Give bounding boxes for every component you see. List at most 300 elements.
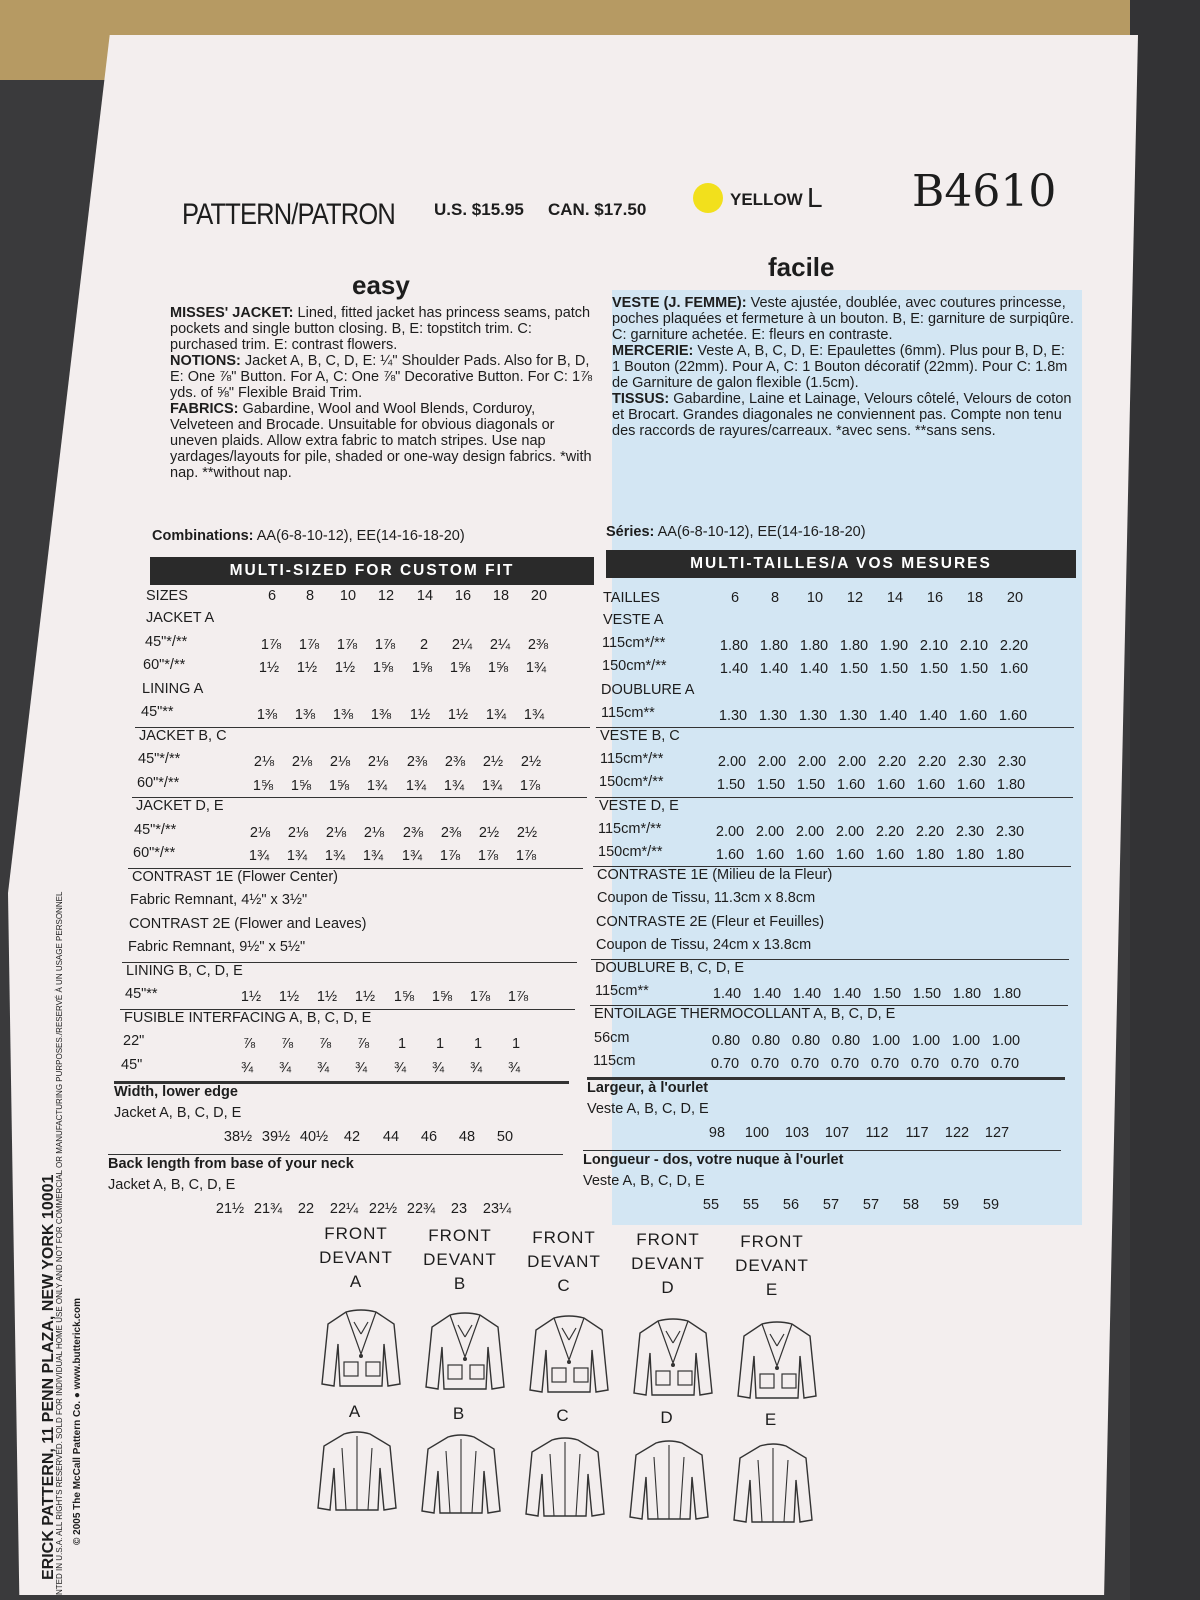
view-label-d bbox=[623, 1228, 713, 1300]
width-value: 127 bbox=[984, 1125, 1010, 1141]
table-cell: ⅞ bbox=[318, 1036, 332, 1052]
table-cell: 1.80 bbox=[955, 847, 985, 863]
table-cell: 1¾ bbox=[523, 707, 545, 723]
table-cell: 1.40 bbox=[832, 986, 862, 1003]
row-label: 45"** bbox=[141, 704, 174, 720]
size-column-header: 18 bbox=[966, 590, 984, 606]
table-cell: 1.50 bbox=[912, 986, 942, 1003]
table-cell: 2⅛ bbox=[291, 754, 313, 770]
devant-label: DEVANT bbox=[735, 1256, 809, 1275]
table-cell: 2.00 bbox=[797, 754, 827, 771]
table-cell: 2½ bbox=[516, 824, 538, 841]
back-length-title: Longueur - dos, votre nuque à l'ourlet bbox=[583, 1152, 844, 1168]
table-cell: 2.30 bbox=[997, 754, 1027, 771]
front-label: FRONT bbox=[532, 1228, 596, 1247]
front-label: FRONT bbox=[324, 1224, 388, 1243]
jacket-back-e-icon bbox=[728, 1440, 818, 1535]
size-column-header: 6 bbox=[267, 588, 277, 604]
row-label: Coupon de Tissu, 11.3cm x 8.8cm bbox=[597, 890, 816, 907]
table-cell: 0.70 bbox=[790, 1055, 820, 1072]
row-label: 45" bbox=[121, 1056, 143, 1073]
row-label: 115cm*/** bbox=[600, 751, 664, 768]
view-letter: C bbox=[557, 1276, 571, 1295]
row-label: Fabric Remnant, 9½" x 5½" bbox=[128, 939, 306, 955]
row-label: FUSIBLE INTERFACING A, B, C, D, E bbox=[124, 1009, 372, 1026]
table-cell: 1.60 bbox=[715, 847, 745, 863]
side-rights: NTED IN U.S.A. ALL RIGHTS RESERVED. SOLD FOR INDIVIDUAL HOME USE ONLY AND NOT FOR COMMERCIAL OR MANUFACTURING PURPOSES./RESERVÉ À UN USAGE PERSONNEL bbox=[55, 891, 64, 1595]
back-view-letter: A bbox=[348, 1402, 362, 1421]
table-cell: 1.50 bbox=[879, 661, 909, 678]
back-length-value: 23¼ bbox=[482, 1201, 512, 1217]
width-label: Veste A, B, C, D, E bbox=[587, 1101, 709, 1117]
row-label: LINING A bbox=[142, 680, 204, 697]
table-cell: 2.00 bbox=[755, 823, 785, 840]
table-cell: 2.30 bbox=[957, 754, 987, 771]
front-label: FRONT bbox=[636, 1230, 700, 1249]
view-label-b bbox=[415, 1224, 505, 1296]
front-label: FRONT bbox=[428, 1226, 492, 1245]
size-column-header: 10 bbox=[339, 588, 357, 604]
table-cell: 1.50 bbox=[872, 986, 902, 1003]
table-cell: 0.80 bbox=[711, 1032, 741, 1049]
table-cell: 1⅞ bbox=[298, 636, 320, 653]
table-cell: 1.80 bbox=[719, 638, 749, 655]
table-cell: 1¾ bbox=[405, 777, 427, 794]
table-cell: 1⅞ bbox=[519, 777, 541, 794]
size-column-header: 12 bbox=[377, 588, 395, 604]
table-cell: 1.30 bbox=[718, 707, 748, 724]
jacket-back-c-icon bbox=[520, 1434, 610, 1529]
back-length-value: 59 bbox=[982, 1197, 1000, 1213]
row-label: 22" bbox=[123, 1033, 145, 1049]
width-title: Largeur, à l'ourlet bbox=[587, 1080, 709, 1096]
tissus-block: TISSUS: Gabardine, Laine et Lainage, Velours côtelé, Velours de coton et Brocart. Grandes diagonales ne conviennent pas. Compte non tenu des raccords de rayures/carreaux. *avec sens. **sans sens. bbox=[612, 391, 1072, 439]
table-cell: ¾ bbox=[431, 1059, 445, 1076]
front-label: FRONT bbox=[740, 1232, 804, 1251]
table-cell: ⅞ bbox=[242, 1036, 256, 1052]
back-length-value: 22½ bbox=[368, 1201, 398, 1217]
table-cell: 1.50 bbox=[796, 777, 826, 794]
table-cell: 2.30 bbox=[995, 823, 1025, 840]
table-cell: 1.60 bbox=[999, 661, 1029, 678]
table-cell: 1½ bbox=[240, 989, 262, 1005]
table-cell: 1.50 bbox=[959, 661, 989, 678]
heading-easy: easy bbox=[352, 270, 410, 300]
width-value: 39½ bbox=[261, 1129, 291, 1145]
table-cell: 1⅞ bbox=[260, 636, 282, 653]
table-cell: 1¾ bbox=[525, 660, 547, 676]
table-cell: 1⅞ bbox=[507, 989, 529, 1005]
table-cell: 1.60 bbox=[835, 847, 865, 863]
table-cell: 1.80 bbox=[995, 847, 1025, 863]
table-cell: ¾ bbox=[354, 1059, 368, 1076]
back-length-label: Jacket A, B, C, D, E bbox=[108, 1177, 236, 1193]
row-label: 115cm*/** bbox=[602, 635, 666, 652]
table-cell: 1½ bbox=[278, 989, 300, 1005]
row-label: 60"*/** bbox=[137, 774, 180, 791]
table-cell: 2½ bbox=[482, 754, 504, 770]
table-cell: 1¾ bbox=[324, 848, 346, 864]
back-length-value: 23 bbox=[450, 1201, 468, 1217]
size-column-header: 20 bbox=[1006, 590, 1024, 606]
table-cell: 2⅜ bbox=[527, 636, 549, 653]
table-cell: 1 bbox=[473, 1036, 483, 1052]
table-cell: 1⅞ bbox=[477, 848, 499, 864]
table-cell: 2.20 bbox=[877, 754, 907, 771]
devant-label: DEVANT bbox=[319, 1248, 393, 1267]
table-cell: 1¾ bbox=[401, 848, 423, 864]
width-value: 100 bbox=[744, 1125, 770, 1141]
table-cell: 1½ bbox=[447, 707, 469, 723]
width-title: Width, lower edge bbox=[114, 1084, 238, 1100]
table-cell: 1.50 bbox=[756, 777, 786, 794]
row-label: JACKET A bbox=[146, 610, 215, 626]
sizes-header-label: TAILLES bbox=[603, 590, 660, 606]
table-cell: ¾ bbox=[393, 1059, 407, 1076]
width-value: 44 bbox=[382, 1129, 400, 1145]
table-cell: 1.80 bbox=[915, 847, 945, 863]
table-cell: 1⅝ bbox=[328, 777, 350, 794]
series: Séries: AA(6-8-10-12), EE(14-16-18-20) bbox=[606, 524, 866, 540]
row-label: VESTE B, C bbox=[600, 728, 680, 744]
table-cell: 1⅞ bbox=[469, 989, 491, 1005]
row-label: CONTRAST 1E (Flower Center) bbox=[132, 868, 338, 885]
size-column-header: 10 bbox=[806, 590, 824, 606]
pattern-label: PATTERN/PATRON bbox=[182, 198, 395, 231]
view-label-e bbox=[727, 1230, 817, 1302]
table-cell: 1.30 bbox=[838, 707, 868, 724]
table-cell: 1.80 bbox=[996, 777, 1026, 794]
devant-label: DEVANT bbox=[631, 1254, 705, 1273]
row-label: 60"*/** bbox=[133, 845, 176, 861]
row-label: 150cm*/** bbox=[602, 658, 667, 675]
row-label: LINING B, C, D, E bbox=[126, 962, 243, 979]
table-cell: 1.80 bbox=[759, 638, 789, 655]
table-cell: 1½ bbox=[296, 660, 318, 676]
size-column-header: 14 bbox=[886, 590, 904, 606]
table-cell: 2⅛ bbox=[287, 824, 309, 841]
width-value: 103 bbox=[784, 1125, 810, 1141]
devant-label: DEVANT bbox=[423, 1250, 497, 1269]
side-address: ERICK PATTERN, 11 PENN PLAZA, NEW YORK 10001 bbox=[40, 1174, 57, 1580]
us-price: U.S. $15.95 bbox=[434, 200, 524, 219]
table-cell: 1.40 bbox=[712, 986, 742, 1003]
table-cell: ¾ bbox=[316, 1059, 330, 1076]
width-value: 50 bbox=[496, 1129, 514, 1145]
table-cell: 1.50 bbox=[839, 661, 869, 678]
size-column-header: 18 bbox=[492, 588, 510, 604]
table-cell: 2⅛ bbox=[367, 754, 389, 770]
view-label-c bbox=[519, 1226, 609, 1298]
table-cell: 1.30 bbox=[758, 707, 788, 724]
table-cell: 2¼ bbox=[451, 636, 473, 653]
table-cell: 1.60 bbox=[836, 777, 866, 794]
row-label: 115cm*/** bbox=[598, 820, 662, 837]
back-length-value: 56 bbox=[782, 1197, 800, 1213]
table-cell: 1.40 bbox=[752, 986, 782, 1003]
english-table-title: MULTI-SIZED FOR CUSTOM FIT bbox=[150, 557, 594, 585]
width-value: 112 bbox=[865, 1125, 889, 1141]
table-cell: 1.60 bbox=[755, 847, 785, 863]
view-label-a bbox=[311, 1222, 401, 1294]
row-label: 150cm*/** bbox=[599, 774, 664, 791]
back-length-value: 22¼ bbox=[329, 1201, 359, 1217]
row-label: 150cm*/** bbox=[598, 844, 663, 860]
row-label: 115cm** bbox=[595, 983, 649, 1000]
size-column-header: 12 bbox=[846, 590, 864, 606]
table-cell: 1.40 bbox=[878, 707, 908, 724]
fabrics-block: FABRICS: Gabardine, Wool and Wool Blends, Corduroy, Velveteen and Brocade. Unsuitable for obvious diagonals or uneven plaids. Allow extra fabric to match stripes. Use nap yardages/layouts for pile, shaded or one-way design fabrics. *with nap. **without nap. bbox=[170, 401, 592, 481]
table-cell: ¾ bbox=[507, 1059, 521, 1076]
table-cell: ¾ bbox=[240, 1059, 254, 1076]
table-cell: 1⅝ bbox=[252, 777, 274, 794]
width-value: 122 bbox=[944, 1125, 970, 1141]
row-label: CONTRASTE 2E (Fleur et Feuilles) bbox=[596, 913, 825, 930]
can-price: CAN. $17.50 bbox=[548, 200, 647, 219]
table-cell: 2⅜ bbox=[444, 754, 466, 770]
size-column-header: 14 bbox=[416, 588, 434, 604]
table-cell: 0.70 bbox=[710, 1055, 740, 1072]
table-cell: 2.20 bbox=[917, 754, 947, 771]
table-cell: 0.70 bbox=[750, 1055, 780, 1072]
size-column-header: 8 bbox=[305, 588, 315, 604]
table-cell: 1.60 bbox=[875, 847, 905, 863]
table-cell: 0.70 bbox=[910, 1055, 940, 1072]
size-column-header: 6 bbox=[730, 590, 740, 606]
table-cell: 2.00 bbox=[757, 754, 787, 771]
section-divider bbox=[108, 1154, 563, 1155]
jacket-back-a-icon bbox=[312, 1428, 402, 1523]
view-letter: A bbox=[349, 1272, 363, 1291]
table-cell: 2.20 bbox=[999, 638, 1029, 655]
row-label: 45"*/** bbox=[138, 751, 181, 767]
table-cell: 1¾ bbox=[443, 777, 465, 794]
back-length-value: 21½ bbox=[215, 1201, 245, 1217]
table-cell: 1.50 bbox=[919, 661, 949, 678]
table-cell: 1⅞ bbox=[515, 848, 537, 864]
misses-jacket-block: MISSES' JACKET: Lined, fitted jacket has princess seams, patch pockets and single button closing. B, E: topstitch trim. C: purchased trim. E: contrast flowers. bbox=[170, 305, 591, 353]
size-column-header: 8 bbox=[770, 590, 780, 606]
back-length-value: 21¾ bbox=[253, 1201, 283, 1217]
yellow-dot-icon bbox=[693, 183, 723, 213]
back-length-value: 55 bbox=[742, 1197, 760, 1213]
table-cell: 2⅛ bbox=[249, 824, 271, 841]
jacket-front-d-icon bbox=[628, 1313, 718, 1408]
table-cell: 1.40 bbox=[918, 707, 948, 724]
table-cell: 1¾ bbox=[248, 848, 270, 864]
table-cell: 1.80 bbox=[992, 986, 1022, 1003]
back-view-letter: E bbox=[764, 1410, 778, 1429]
table-cell: 1½ bbox=[334, 660, 356, 676]
table-cell: 1.60 bbox=[876, 777, 906, 794]
row-label: JACKET D, E bbox=[136, 798, 224, 814]
table-cell: 1⅝ bbox=[411, 660, 433, 676]
jacket-back-b-icon bbox=[416, 1431, 506, 1526]
table-cell: ¾ bbox=[278, 1059, 292, 1076]
view-letter: E bbox=[765, 1280, 779, 1299]
table-cell: 2½ bbox=[478, 824, 500, 841]
back-length-value: 58 bbox=[902, 1197, 920, 1213]
width-value: 117 bbox=[905, 1125, 929, 1141]
jacket-back-d-icon bbox=[624, 1437, 714, 1532]
table-cell: 1.60 bbox=[956, 777, 986, 794]
jacket-front-c-icon bbox=[524, 1310, 614, 1405]
pattern-number: B4610 bbox=[912, 166, 1057, 217]
table-cell: 2.00 bbox=[837, 754, 867, 771]
table-cell: 1.80 bbox=[799, 638, 829, 655]
table-cell: 1⅝ bbox=[372, 660, 394, 676]
table-cell: 2.30 bbox=[955, 823, 985, 840]
view-letter: B bbox=[453, 1274, 467, 1293]
table-cell: 1.40 bbox=[799, 661, 829, 678]
table-cell: 1.60 bbox=[795, 847, 825, 863]
table-cell: 1¾ bbox=[485, 707, 507, 723]
table-cell: 1.00 bbox=[991, 1032, 1021, 1049]
table-cell: 2⅛ bbox=[363, 824, 385, 841]
table-cell: 1 bbox=[511, 1036, 521, 1052]
table-cell: 1½ bbox=[409, 707, 431, 723]
back-length-value: 59 bbox=[942, 1197, 960, 1213]
table-cell: 1.30 bbox=[798, 707, 828, 724]
table-cell: 1⅝ bbox=[487, 660, 509, 676]
table-cell: 0.80 bbox=[791, 1032, 821, 1049]
table-cell: 1⅝ bbox=[290, 777, 312, 794]
table-cell: 0.70 bbox=[870, 1055, 900, 1072]
color-label: YELLOW bbox=[730, 190, 803, 209]
width-value: 42 bbox=[343, 1129, 361, 1145]
back-view-letter: D bbox=[660, 1408, 674, 1427]
width-value: 98 bbox=[708, 1125, 726, 1141]
row-label: Fabric Remnant, 4½" x 3½" bbox=[130, 892, 308, 908]
table-cell: 2.00 bbox=[835, 823, 865, 840]
table-cell: 1¾ bbox=[481, 777, 503, 794]
veste-block: VESTE (J. FEMME): Veste ajustée, doublée, avec coutures princesse, poches plaquées et fermeture à un bouton. B, E: garniture de surpiqûre. C: garniture achetée. E: fleurs en contraste. bbox=[612, 295, 1074, 343]
notions-block: NOTIONS: Jacket A, B, C, D, E: ¼" Shoulder Pads. Also for B, D, E: One ⅞" Button. For A, C: One ⅞" Decorative Button. For C: 1⅞ yds. of ⅝" Flexible Braid Trim. bbox=[170, 353, 593, 401]
table-cell: 1⅞ bbox=[439, 848, 461, 864]
devant-label: DEVANT bbox=[527, 1252, 601, 1271]
back-length-label: Veste A, B, C, D, E bbox=[583, 1173, 705, 1189]
table-cell: 1.40 bbox=[792, 986, 822, 1003]
table-cell: ¾ bbox=[469, 1059, 483, 1076]
table-cell: 1.80 bbox=[952, 986, 982, 1003]
row-label: CONTRAST 2E (Flower and Leaves) bbox=[129, 915, 367, 932]
table-cell: 1.00 bbox=[951, 1032, 981, 1049]
table-cell: 2⅛ bbox=[325, 824, 347, 841]
table-cell: 1⅞ bbox=[336, 636, 358, 653]
back-view-letter: B bbox=[452, 1404, 466, 1423]
table-cell: 1⅝ bbox=[449, 660, 471, 676]
back-length-value: 57 bbox=[822, 1197, 840, 1213]
row-label: VESTE D, E bbox=[599, 797, 679, 814]
table-cell: 2⅛ bbox=[253, 754, 275, 770]
table-cell: 2.00 bbox=[717, 754, 747, 771]
table-cell: 0.80 bbox=[831, 1032, 861, 1049]
table-cell: 2¼ bbox=[489, 636, 511, 653]
view-letter: D bbox=[661, 1278, 675, 1297]
table-cell: 1.90 bbox=[879, 638, 909, 655]
width-label: Jacket A, B, C, D, E bbox=[114, 1105, 242, 1121]
sizes-header-label: SIZES bbox=[146, 588, 188, 604]
table-cell: 1¾ bbox=[286, 848, 308, 864]
size-column-header: 16 bbox=[454, 588, 472, 604]
section-divider bbox=[583, 1150, 1061, 1151]
table-cell: 1½ bbox=[316, 989, 338, 1005]
table-cell: 2⅜ bbox=[440, 824, 462, 841]
table-cell: 0.70 bbox=[950, 1055, 980, 1072]
row-label: DOUBLURE A bbox=[601, 681, 695, 698]
table-cell: 1⅜ bbox=[370, 707, 392, 723]
table-cell: 1.80 bbox=[839, 638, 869, 655]
table-cell: 2⅜ bbox=[406, 754, 428, 770]
table-cell: 1½ bbox=[354, 989, 376, 1005]
background-fabric bbox=[1130, 0, 1200, 1600]
row-label: 115cm bbox=[593, 1052, 636, 1069]
table-cell: 2½ bbox=[520, 754, 542, 770]
row-label: 45"*/** bbox=[145, 633, 188, 650]
back-length-value: 55 bbox=[702, 1197, 720, 1213]
table-cell: 2.20 bbox=[875, 823, 905, 840]
row-label: 45"** bbox=[125, 986, 158, 1002]
side-copyright: © 2005 The McCall Pattern Co. ● www.butterick.com bbox=[72, 1298, 83, 1545]
row-label: 115cm** bbox=[601, 704, 655, 721]
table-cell: 1½ bbox=[258, 660, 280, 676]
jacket-front-e-icon bbox=[732, 1316, 822, 1411]
row-label: CONTRASTE 1E (Milieu de la Fleur) bbox=[597, 867, 833, 884]
table-cell: 1¾ bbox=[362, 848, 384, 864]
size-letter: L bbox=[807, 182, 823, 213]
jacket-front-a-icon bbox=[316, 1304, 406, 1399]
table-cell: 1.60 bbox=[998, 707, 1028, 724]
table-cell: 1⅜ bbox=[332, 707, 354, 723]
size-column-header: 20 bbox=[530, 588, 548, 604]
row-label: VESTE A bbox=[603, 612, 664, 628]
row-label: DOUBLURE B, C, D, E bbox=[595, 960, 745, 976]
row-label: 45"*/** bbox=[134, 821, 177, 838]
table-cell: 2⅜ bbox=[402, 824, 424, 841]
table-cell: 0.80 bbox=[751, 1032, 781, 1049]
table-cell: 1⅜ bbox=[294, 707, 316, 723]
row-label: 56cm bbox=[594, 1029, 630, 1046]
combinations: Combinations: AA(6-8-10-12), EE(14-16-18-20) bbox=[152, 528, 465, 544]
table-cell: 1.00 bbox=[911, 1032, 941, 1049]
table-cell: 0.70 bbox=[990, 1055, 1020, 1072]
width-value: 107 bbox=[824, 1125, 850, 1141]
back-length-title: Back length from base of your neck bbox=[108, 1156, 354, 1172]
english-description bbox=[170, 305, 602, 481]
mercerie-block: MERCERIE: Veste A, B, C, D, E: Epaulettes (6mm). Plus pour B, D, E: 1 Bouton (22mm). Pour A, C: 1 Bouton décoratif (22mm). Pour C: 1.8m de Garniture de galon flexible (1.5cm). bbox=[612, 343, 1068, 391]
table-cell: 1⅝ bbox=[393, 989, 415, 1005]
table-cell: 1¾ bbox=[366, 777, 388, 794]
french-table-title: MULTI-TAILLES/A VOS MESURES bbox=[606, 550, 1076, 578]
table-cell: 1⅜ bbox=[256, 707, 278, 723]
table-cell: 1.60 bbox=[958, 707, 988, 724]
back-length-value: 22 bbox=[297, 1201, 315, 1217]
width-value: 38½ bbox=[223, 1129, 253, 1145]
table-cell: 0.70 bbox=[830, 1055, 860, 1072]
table-cell: 1⅞ bbox=[374, 636, 396, 653]
table-cell: ⅞ bbox=[356, 1036, 370, 1052]
table-cell: 2 bbox=[419, 636, 429, 653]
back-view-letter: C bbox=[556, 1406, 570, 1425]
table-cell: ⅞ bbox=[280, 1036, 294, 1052]
row-label: 60"*/** bbox=[143, 657, 186, 673]
table-cell: 2.10 bbox=[959, 638, 989, 655]
heading-facile: facile bbox=[768, 252, 835, 282]
width-value: 40½ bbox=[299, 1129, 329, 1145]
table-cell: 1 bbox=[397, 1036, 407, 1052]
table-cell: 2.20 bbox=[915, 823, 945, 840]
row-label: Coupon de Tissu, 24cm x 13.8cm bbox=[596, 936, 812, 953]
